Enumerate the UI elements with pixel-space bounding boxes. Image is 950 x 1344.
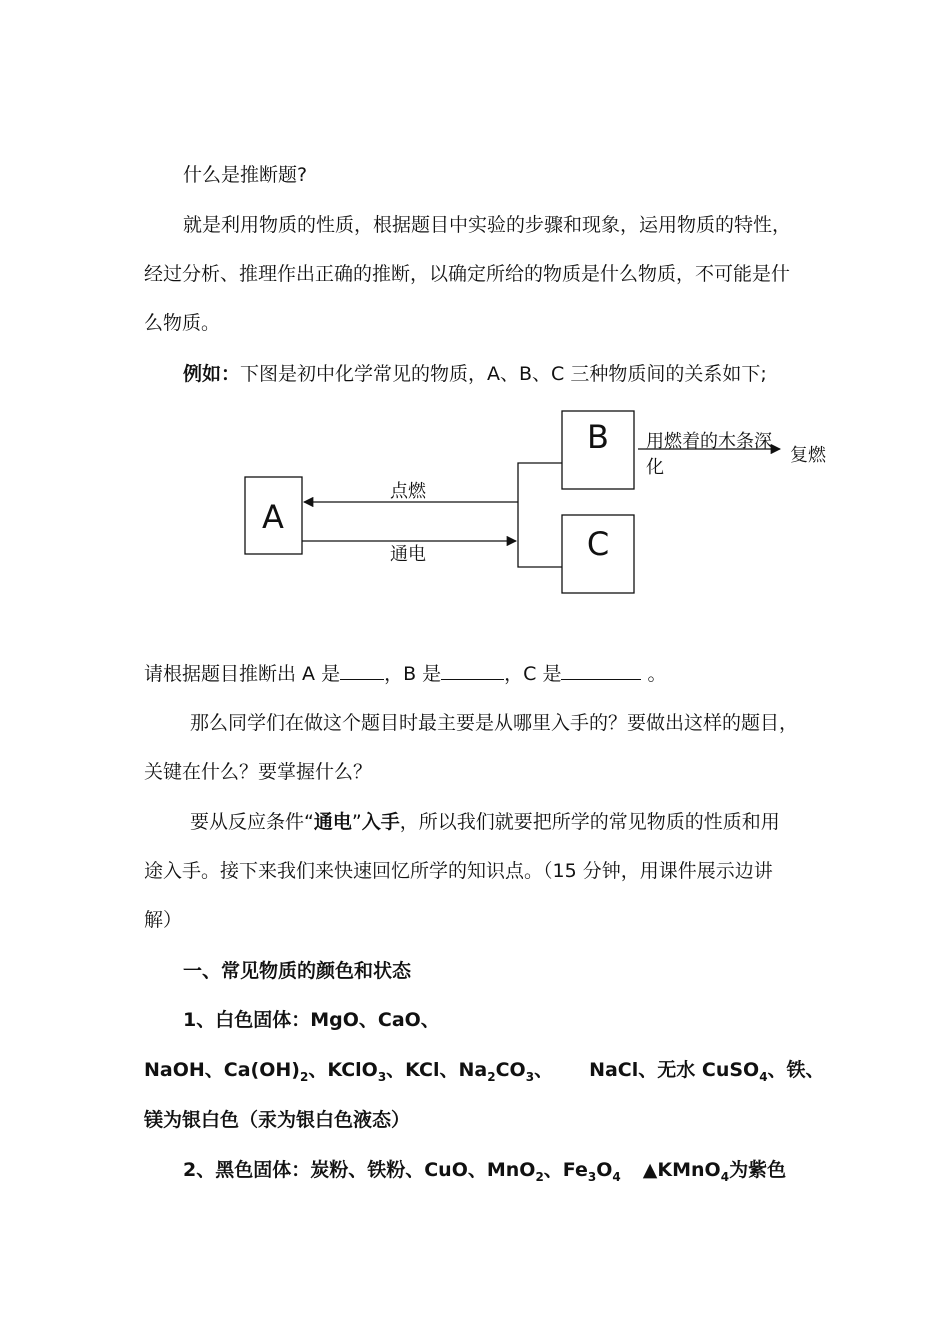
sub-2: 2 — [535, 1169, 544, 1184]
p2-bold-tongdian: 通电 — [313, 811, 352, 833]
sub-2: 2 — [299, 1069, 309, 1084]
bracket-connector — [518, 463, 562, 567]
b-test-result: 复燃 — [790, 445, 826, 466]
question-sep-c: ，C 是 — [504, 663, 562, 685]
sub-3: 3 — [377, 1069, 387, 1084]
question-sep-b: ，B 是 — [384, 663, 442, 685]
b-test-label-line1: 用燃着的木条深 — [646, 431, 772, 452]
blank-a — [340, 661, 384, 680]
white-solids-c: 、KCl、Na — [386, 1059, 488, 1081]
question-end: 。 — [647, 663, 667, 685]
section-1-item-2 — [183, 1158, 786, 1189]
intro-question: 什么是推断题? — [183, 164, 308, 186]
p2-bold-rushou: 入手 — [361, 811, 400, 833]
relation-diagram — [0, 400, 950, 600]
sub-4: 4 — [759, 1069, 768, 1084]
p2-start: 要从反应条件“ — [190, 811, 314, 833]
white-solids-g: 、铁、 — [767, 1059, 825, 1081]
sub-4: 4 — [612, 1169, 621, 1184]
section-1-item-1-line-2 — [144, 1058, 825, 1089]
example-line — [183, 362, 767, 386]
section-1-item-1-title: 1、白色固体：MgO、CaO、 — [183, 1009, 440, 1031]
blank-c — [561, 661, 641, 680]
arrow-bottom-label: 通电 — [390, 544, 426, 565]
paragraph-1-line-1: 那么同学们在做这个题目时最主要是从哪里入手的？要做出这样的题目， — [190, 712, 799, 734]
sub-3: 3 — [525, 1069, 535, 1084]
blank-b — [441, 661, 504, 680]
question-line — [144, 661, 666, 686]
section-1-item-1-line-3: 镁为银白色（汞为银白色液态） — [144, 1109, 411, 1131]
sub-2: 2 — [487, 1069, 496, 1084]
question-prefix: 请根据题目推断出 A 是 — [144, 663, 341, 685]
p2-quote: ” — [351, 811, 362, 833]
definition-line-3: 么物质。 — [144, 312, 221, 334]
white-solids-f: NaCl、无水 CuSO — [589, 1059, 760, 1081]
white-solids-d: CO — [495, 1059, 526, 1081]
example-text: 下图是初中化学常见的物质，A、B、C 三种物质间的关系如下; — [240, 363, 767, 385]
arrow-top-label: 点燃 — [390, 481, 426, 502]
paragraph-2-line-3: 解） — [144, 909, 183, 931]
black-solids-d: ▲KMnO — [642, 1159, 721, 1181]
box-c-label: C — [586, 525, 610, 563]
p2-rest: ，所以我们就要把所学的常见物质的性质和用 — [399, 811, 780, 833]
box-a-label: A — [262, 498, 284, 536]
black-solids-e: 为紫色 — [729, 1159, 787, 1181]
box-b-label: B — [587, 418, 609, 456]
b-test-label-line2: 化 — [646, 457, 664, 478]
sub-3: 3 — [587, 1169, 597, 1184]
black-solids-b: 、Fe — [543, 1159, 588, 1181]
paragraph-1-line-2: 关键在什么？要掌握什么？ — [144, 761, 373, 783]
definition-line-2: 经过分析、推理作出正确的推断，以确定所给的物质是什么物质，不可能是什 — [144, 263, 791, 285]
paragraph-2-line-2: 途入手。接下来我们来快速回忆所学的知识点。（15 分钟，用课件展示边讲 — [144, 860, 773, 882]
white-solids-a: NaOH、Ca(OH) — [144, 1059, 300, 1081]
section-1-heading: 一、常见物质的颜色和状态 — [183, 960, 412, 982]
sub-4: 4 — [720, 1169, 730, 1184]
black-solids-a: 2、黑色固体：炭粉、铁粉、CuO、MnO — [183, 1159, 536, 1181]
black-solids-c: O — [596, 1159, 613, 1181]
definition-line-1: 就是利用物质的性质，根据题目中实验的步骤和现象，运用物质的特性， — [183, 214, 792, 236]
white-solids-b: 、KClO — [308, 1059, 378, 1081]
example-label: 例如： — [183, 363, 241, 385]
white-solids-e: 、 — [534, 1059, 554, 1081]
paragraph-2-line-1 — [190, 810, 780, 834]
